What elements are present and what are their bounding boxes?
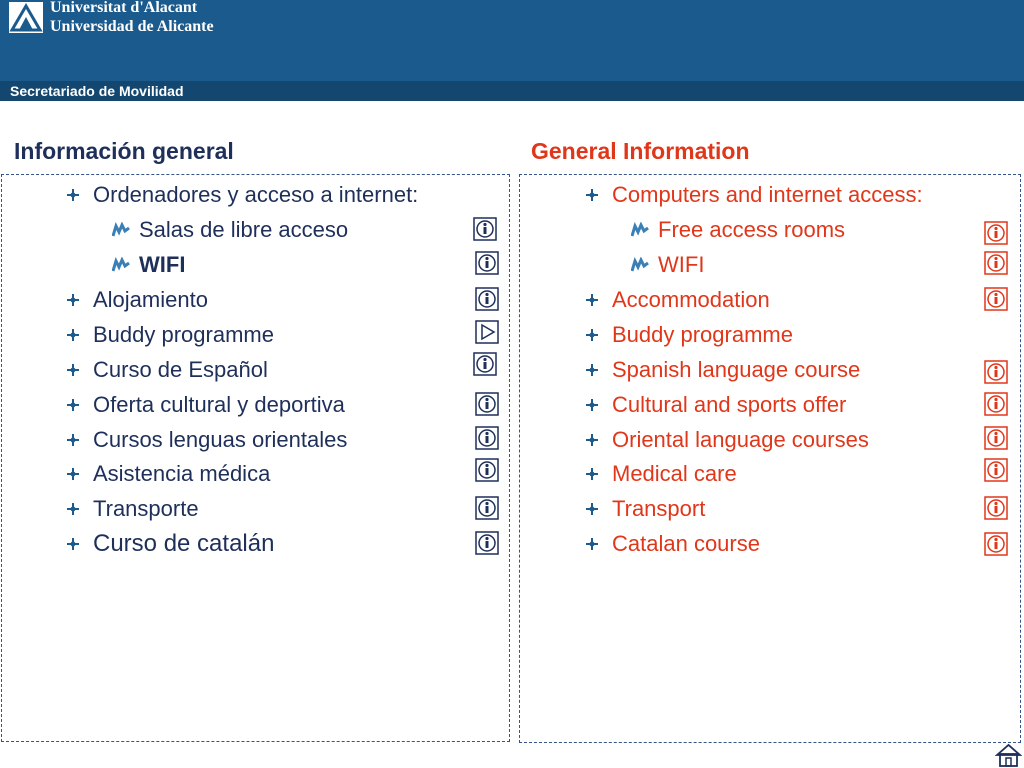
list-item-label: Cultural and sports offer xyxy=(612,392,847,417)
list-item-es-accommodation[interactable] xyxy=(66,287,208,313)
bullet-icon xyxy=(585,502,599,516)
list-item-es-free-access-rooms[interactable] xyxy=(112,217,348,243)
bullet-icon xyxy=(66,502,80,516)
list-item-label: Buddy programme xyxy=(93,322,274,347)
list-item-label: Computers and internet access: xyxy=(612,182,923,207)
list-item-es-wifi[interactable] xyxy=(112,252,185,278)
university-name-spanish: Universidad de Alicante xyxy=(50,18,214,35)
list-item-es-cultural[interactable] xyxy=(66,392,345,418)
bullet-icon xyxy=(66,537,80,551)
list-item-en-computers[interactable] xyxy=(585,182,923,208)
sub-bullet-icon xyxy=(112,222,130,238)
info-icon[interactable] xyxy=(984,287,1008,311)
list-item-en-spanish-course[interactable] xyxy=(585,357,860,383)
list-item-label: Salas de libre acceso xyxy=(139,217,349,242)
list-item-label: Free access rooms xyxy=(658,217,846,242)
list-item-label: Asistencia médica xyxy=(93,461,271,486)
list-item-es-oriental[interactable] xyxy=(66,427,347,453)
info-icon[interactable] xyxy=(475,426,499,450)
bullet-icon xyxy=(585,363,599,377)
bullet-icon xyxy=(66,433,80,447)
bullet-icon xyxy=(66,398,80,412)
sub-bullet-icon xyxy=(631,257,649,273)
list-item-es-buddy[interactable] xyxy=(66,322,274,348)
list-item-label: WIFI xyxy=(139,252,186,277)
list-item-label: Curso de catalán xyxy=(93,530,275,557)
info-icon[interactable] xyxy=(475,392,499,416)
list-item-en-wifi[interactable] xyxy=(631,252,704,278)
list-item-label: Oferta cultural y deportiva xyxy=(93,392,345,417)
english-section-title: General Information xyxy=(531,138,750,164)
bullet-icon xyxy=(585,398,599,412)
info-icon[interactable] xyxy=(984,496,1008,520)
bullet-icon xyxy=(66,188,80,202)
info-icon[interactable] xyxy=(475,287,499,311)
list-item-en-buddy[interactable] xyxy=(585,322,793,348)
list-item-es-spanish-course[interactable] xyxy=(66,357,268,383)
bullet-icon xyxy=(585,537,599,551)
list-item-en-free-access-rooms[interactable] xyxy=(631,217,845,243)
list-item-label: Oriental language courses xyxy=(612,427,869,452)
info-icon[interactable] xyxy=(475,251,499,275)
info-icon[interactable] xyxy=(984,251,1008,275)
bullet-icon xyxy=(66,363,80,377)
list-item-label: Catalan course xyxy=(612,531,760,556)
info-icon[interactable] xyxy=(984,532,1008,556)
bullet-icon xyxy=(585,188,599,202)
list-item-label: Transport xyxy=(612,496,706,521)
info-icon[interactable] xyxy=(984,360,1008,384)
list-item-en-medical[interactable] xyxy=(585,461,737,487)
info-icon[interactable] xyxy=(475,496,499,520)
list-item-es-catalan[interactable] xyxy=(66,531,274,557)
bullet-icon xyxy=(66,328,80,342)
list-item-label: Curso de Español xyxy=(93,357,268,382)
list-item-en-accommodation[interactable] xyxy=(585,287,770,313)
list-item-label: Accommodation xyxy=(612,287,770,312)
sub-bullet-icon xyxy=(112,257,130,273)
list-item-en-transport[interactable] xyxy=(585,496,705,522)
list-item-en-catalan[interactable] xyxy=(585,531,760,557)
info-icon[interactable] xyxy=(475,531,499,555)
info-icon[interactable] xyxy=(473,217,497,241)
list-item-es-computers[interactable] xyxy=(66,182,418,208)
sub-bullet-icon xyxy=(631,222,649,238)
bullet-icon xyxy=(585,293,599,307)
university-name-valencian: Universitat d'Alacant xyxy=(50,0,198,16)
home-icon[interactable] xyxy=(995,743,1022,767)
list-item-label: WIFI xyxy=(658,252,705,277)
list-item-en-oriental[interactable] xyxy=(585,427,869,453)
bullet-icon xyxy=(66,293,80,307)
play-icon[interactable] xyxy=(475,320,499,344)
list-item-label: Ordenadores y acceso a internet: xyxy=(93,182,419,207)
list-item-es-transport[interactable] xyxy=(66,496,199,522)
info-icon[interactable] xyxy=(984,426,1008,450)
list-item-es-medical[interactable] xyxy=(66,461,270,487)
university-logo-icon xyxy=(9,2,43,33)
spanish-section-title: Información general xyxy=(14,138,234,164)
bullet-icon xyxy=(585,328,599,342)
bullet-icon xyxy=(585,433,599,447)
list-item-en-cultural[interactable] xyxy=(585,392,846,418)
bullet-icon xyxy=(585,467,599,481)
info-icon[interactable] xyxy=(984,458,1008,482)
list-item-label: Spanish language course xyxy=(612,357,861,382)
list-item-label: Transporte xyxy=(93,496,199,521)
list-item-label: Medical care xyxy=(612,461,737,486)
header-banner xyxy=(0,0,1024,101)
english-info-panel xyxy=(519,174,1021,743)
list-item-label: Buddy programme xyxy=(612,322,793,347)
info-icon[interactable] xyxy=(473,352,497,376)
bullet-icon xyxy=(66,467,80,481)
list-item-label: Cursos lenguas orientales xyxy=(93,427,348,452)
department-name: Secretariado de Movilidad xyxy=(10,83,184,99)
info-icon[interactable] xyxy=(984,392,1008,416)
info-icon[interactable] xyxy=(984,221,1008,245)
info-icon[interactable] xyxy=(475,458,499,482)
list-item-label: Alojamiento xyxy=(93,287,208,312)
spanish-info-panel xyxy=(1,174,510,742)
